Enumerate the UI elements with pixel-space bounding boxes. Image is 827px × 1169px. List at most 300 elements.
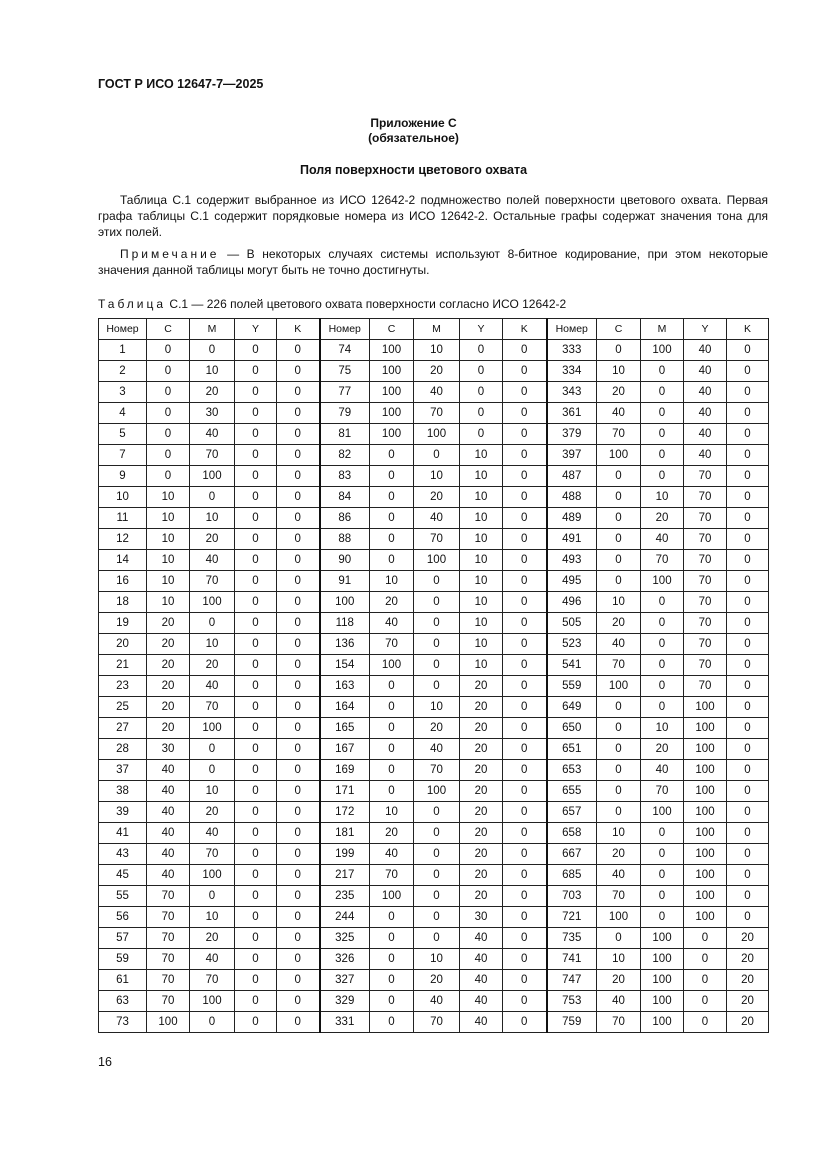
table-cell: 0	[503, 424, 547, 445]
table-cell: 70	[414, 403, 460, 424]
table-cell: 20	[414, 718, 460, 739]
table-cell: 10	[460, 571, 503, 592]
table-cell: 70	[684, 550, 727, 571]
table-cell: 10	[147, 592, 190, 613]
table-cell: 100	[597, 907, 641, 928]
table-cell: 100	[641, 1012, 684, 1033]
table-row	[99, 529, 769, 550]
table-cell: 658	[547, 823, 597, 844]
table-cell: 10	[597, 592, 641, 613]
table-cell: 0	[370, 550, 414, 571]
header-cell: Номер	[547, 319, 597, 340]
table-cell: 0	[684, 949, 727, 970]
table-cell: 86	[320, 508, 370, 529]
table-cell: 0	[503, 655, 547, 676]
table-cell: 0	[641, 634, 684, 655]
table-cell: 0	[503, 487, 547, 508]
table-row	[99, 844, 769, 865]
table-cell: 70	[370, 865, 414, 886]
table-cell: 100	[684, 718, 727, 739]
table-cell: 10	[190, 781, 235, 802]
table-cell: 0	[641, 592, 684, 613]
header-cell: C	[370, 319, 414, 340]
table-cell: 0	[370, 970, 414, 991]
table-cell: 0	[414, 865, 460, 886]
table-cell: 0	[235, 424, 277, 445]
table-cell: 721	[547, 907, 597, 928]
table-cell: 0	[727, 361, 769, 382]
table-cell: 23	[99, 676, 147, 697]
table-cell: 0	[370, 487, 414, 508]
table-cell: 0	[414, 907, 460, 928]
table-cell: 91	[320, 571, 370, 592]
table-cell: 20	[597, 844, 641, 865]
table-cell: 493	[547, 550, 597, 571]
table-cell: 0	[727, 466, 769, 487]
table-cell: 0	[235, 592, 277, 613]
table-cell: 40	[641, 760, 684, 781]
table-cell: 488	[547, 487, 597, 508]
table-row	[99, 886, 769, 907]
table-cell: 20	[370, 592, 414, 613]
table-cell: 0	[597, 928, 641, 949]
table-cell: 1	[99, 340, 147, 361]
table-cell: 0	[727, 844, 769, 865]
table-cell: 0	[684, 1012, 727, 1033]
table-cell: 0	[277, 445, 320, 466]
table-cell: 100	[641, 340, 684, 361]
table-cell: 7	[99, 445, 147, 466]
table-cell: 0	[503, 634, 547, 655]
table-cell: 0	[370, 907, 414, 928]
table-cell: 20	[460, 739, 503, 760]
table-cell: 81	[320, 424, 370, 445]
table-cell: 0	[597, 571, 641, 592]
table-cell: 0	[370, 1012, 414, 1033]
table-cell: 0	[235, 466, 277, 487]
table-cell: 4	[99, 403, 147, 424]
table-cell: 100	[684, 781, 727, 802]
table-cell: 0	[727, 865, 769, 886]
table-cell: 70	[147, 991, 190, 1012]
table-cell: 0	[684, 991, 727, 1012]
note-paragraph	[98, 246, 768, 278]
table-cell: 3	[99, 382, 147, 403]
table-cell: 20	[190, 655, 235, 676]
table-cell: 70	[684, 571, 727, 592]
table-cell: 0	[370, 445, 414, 466]
table-cell: 100	[641, 802, 684, 823]
table-cell: 21	[99, 655, 147, 676]
table-cell: 0	[503, 676, 547, 697]
table-cell: 10	[597, 361, 641, 382]
table-cell: 20	[99, 634, 147, 655]
table-cell: 10	[460, 466, 503, 487]
table-cell: 40	[190, 676, 235, 697]
table-cell: 753	[547, 991, 597, 1012]
table-cell: 40	[597, 634, 641, 655]
table-cell: 0	[503, 865, 547, 886]
table-cell: 70	[684, 466, 727, 487]
table-cell: 0	[235, 529, 277, 550]
table-cell: 70	[190, 970, 235, 991]
table-cell: 0	[727, 823, 769, 844]
table-row	[99, 487, 769, 508]
annex-title: Приложение С	[370, 116, 457, 130]
table-cell: 0	[147, 424, 190, 445]
table-cell: 0	[277, 970, 320, 991]
table-cell: 0	[235, 550, 277, 571]
table-cell: 331	[320, 1012, 370, 1033]
table-cell: 0	[641, 403, 684, 424]
table-cell: 0	[641, 907, 684, 928]
table-cell: 20	[460, 844, 503, 865]
table-cell: 40	[147, 823, 190, 844]
table-cell: 0	[370, 991, 414, 1012]
table-cell: 0	[235, 508, 277, 529]
table-cell: 30	[147, 739, 190, 760]
table-cell: 10	[147, 550, 190, 571]
table-cell: 235	[320, 886, 370, 907]
table-cell: 329	[320, 991, 370, 1012]
table-cell: 0	[727, 613, 769, 634]
table-row	[99, 718, 769, 739]
table-cell: 20	[727, 991, 769, 1012]
table-cell: 0	[597, 697, 641, 718]
intro-paragraph: Таблица С.1 содержит выбранное из ИСО 12642-2 подмножество полей поверхности цветового охвата. Первая графа таблицы С.1 содержит порядковые номера из ИСО 12642-2. Остальные графы содержат значения тона для этих полей.	[98, 193, 768, 239]
table-cell: 100	[190, 466, 235, 487]
table-cell: 40	[684, 424, 727, 445]
table-cell: 20	[727, 928, 769, 949]
table-cell: 0	[370, 466, 414, 487]
table-cell: 82	[320, 445, 370, 466]
table-cell: 0	[147, 361, 190, 382]
table-cell: 20	[414, 487, 460, 508]
table-cell: 0	[503, 970, 547, 991]
table-cell: 70	[684, 655, 727, 676]
table-cell: 100	[641, 970, 684, 991]
table-cell: 0	[597, 529, 641, 550]
table-cell: 759	[547, 1012, 597, 1033]
header-cell: M	[190, 319, 235, 340]
table-cell: 74	[320, 340, 370, 361]
table-cell: 495	[547, 571, 597, 592]
table-row	[99, 592, 769, 613]
annex-status: (обязательное)	[368, 131, 459, 145]
table-cell: 100	[684, 739, 727, 760]
table-cell: 0	[503, 592, 547, 613]
table-cell: 0	[727, 886, 769, 907]
table-cell: 165	[320, 718, 370, 739]
table-cell: 0	[503, 445, 547, 466]
table-cell: 0	[414, 823, 460, 844]
table-cell: 70	[684, 487, 727, 508]
table-cell: 0	[597, 487, 641, 508]
table-cell: 100	[684, 907, 727, 928]
table-caption-label: Таблица	[98, 297, 167, 311]
table-row	[99, 382, 769, 403]
header-cell: C	[597, 319, 641, 340]
table-cell: 0	[727, 676, 769, 697]
table-cell: 55	[99, 886, 147, 907]
table-cell: 0	[235, 949, 277, 970]
table-cell: 20	[147, 655, 190, 676]
table-cell: 217	[320, 865, 370, 886]
table-cell: 0	[235, 844, 277, 865]
table-cell: 735	[547, 928, 597, 949]
table-cell: 100	[370, 655, 414, 676]
table-row	[99, 1012, 769, 1033]
document-header: ГОСТ Р ИСО 12647-7—2025	[98, 77, 264, 91]
table-row	[99, 781, 769, 802]
table-cell: 100	[414, 781, 460, 802]
table-cell: 0	[235, 571, 277, 592]
table-row	[99, 340, 769, 361]
table-cell: 0	[190, 886, 235, 907]
table-row	[99, 508, 769, 529]
table-cell: 40	[597, 403, 641, 424]
table-cell: 0	[641, 886, 684, 907]
table-cell: 0	[277, 739, 320, 760]
table-row	[99, 361, 769, 382]
table-cell: 100	[641, 571, 684, 592]
table-cell: 40	[641, 529, 684, 550]
table-cell: 0	[370, 739, 414, 760]
table-cell: 0	[277, 697, 320, 718]
table-cell: 20	[460, 781, 503, 802]
table-cell: 20	[460, 823, 503, 844]
table-cell: 0	[235, 970, 277, 991]
table-cell: 0	[503, 466, 547, 487]
table-cell: 70	[147, 928, 190, 949]
table-cell: 397	[547, 445, 597, 466]
table-cell: 70	[190, 445, 235, 466]
table-cell: 70	[190, 571, 235, 592]
table-cell: 100	[370, 424, 414, 445]
table-cell: 40	[460, 1012, 503, 1033]
table-cell: 84	[320, 487, 370, 508]
table-cell: 10	[460, 613, 503, 634]
table-cell: 27	[99, 718, 147, 739]
table-cell: 100	[370, 886, 414, 907]
table-cell: 0	[597, 781, 641, 802]
table-row	[99, 571, 769, 592]
table-cell: 40	[414, 739, 460, 760]
table-cell: 100	[641, 928, 684, 949]
table-cell: 0	[727, 550, 769, 571]
table-cell: 0	[370, 949, 414, 970]
header-cell: Y	[684, 319, 727, 340]
table-cell: 333	[547, 340, 597, 361]
table-cell: 0	[235, 781, 277, 802]
table-cell: 0	[277, 592, 320, 613]
table-cell: 45	[99, 865, 147, 886]
table-cell: 40	[147, 844, 190, 865]
table-cell: 0	[190, 1012, 235, 1033]
table-cell: 20	[460, 886, 503, 907]
table-cell: 100	[641, 949, 684, 970]
table-cell: 0	[641, 361, 684, 382]
table-cell: 10	[460, 592, 503, 613]
table-cell: 0	[370, 928, 414, 949]
table-cell: 10	[99, 487, 147, 508]
table-cell: 10	[414, 466, 460, 487]
table-cell: 0	[641, 466, 684, 487]
table-cell: 20	[460, 865, 503, 886]
table-cell: 0	[641, 697, 684, 718]
table-cell: 10	[147, 571, 190, 592]
table-cell: 167	[320, 739, 370, 760]
table-row	[99, 466, 769, 487]
table-cell: 0	[641, 676, 684, 697]
table-cell: 0	[277, 529, 320, 550]
table-cell: 40	[684, 445, 727, 466]
table-cell: 88	[320, 529, 370, 550]
table-cell: 0	[190, 739, 235, 760]
table-cell: 10	[414, 949, 460, 970]
table-cell: 61	[99, 970, 147, 991]
table-cell: 10	[641, 718, 684, 739]
table-cell: 487	[547, 466, 597, 487]
table-cell: 20	[460, 760, 503, 781]
table-cell: 20	[147, 697, 190, 718]
note-text: — В некоторых случаях системы используют 8-битное кодирование, при этом некоторые значения данной таблицы могут быть не точно достигнуты.	[98, 247, 768, 277]
table-cell: 40	[190, 949, 235, 970]
table-cell: 10	[414, 340, 460, 361]
table-cell: 100	[684, 760, 727, 781]
table-cell: 100	[370, 361, 414, 382]
table-cell: 0	[641, 424, 684, 445]
table-cell: 0	[147, 340, 190, 361]
table-cell: 0	[641, 382, 684, 403]
table-cell: 100	[684, 844, 727, 865]
note-label: Примечание	[120, 247, 220, 261]
table-cell: 100	[684, 886, 727, 907]
table-cell: 0	[277, 928, 320, 949]
table-cell: 57	[99, 928, 147, 949]
table-cell: 0	[414, 613, 460, 634]
table-cell: 0	[277, 760, 320, 781]
table-cell: 0	[235, 991, 277, 1012]
table-cell: 20	[147, 676, 190, 697]
table-cell: 70	[147, 886, 190, 907]
table-cell: 10	[460, 550, 503, 571]
table-cell: 0	[235, 340, 277, 361]
table-cell: 41	[99, 823, 147, 844]
table-cell: 70	[641, 550, 684, 571]
table-cell: 100	[190, 592, 235, 613]
table-cell: 0	[277, 571, 320, 592]
table-cell: 0	[235, 718, 277, 739]
table-cell: 0	[727, 382, 769, 403]
table-cell: 0	[277, 508, 320, 529]
table-cell: 40	[597, 991, 641, 1012]
table-cell: 37	[99, 760, 147, 781]
table-cell: 70	[684, 508, 727, 529]
table-cell: 70	[414, 1012, 460, 1033]
table-cell: 0	[414, 655, 460, 676]
table-row	[99, 739, 769, 760]
table-cell: 0	[235, 739, 277, 760]
table-cell: 0	[277, 886, 320, 907]
header-cell: M	[641, 319, 684, 340]
table-cell: 0	[235, 886, 277, 907]
table-cell: 19	[99, 613, 147, 634]
table-cell: 40	[370, 613, 414, 634]
table-cell: 0	[147, 466, 190, 487]
table-cell: 0	[597, 466, 641, 487]
table-cell: 0	[235, 676, 277, 697]
table-cell: 0	[641, 445, 684, 466]
table-cell: 0	[503, 718, 547, 739]
table-cell: 40	[414, 991, 460, 1012]
table-cell: 0	[727, 487, 769, 508]
table-cell: 38	[99, 781, 147, 802]
table-cell: 100	[370, 340, 414, 361]
table-cell: 0	[277, 802, 320, 823]
table-cell: 0	[277, 865, 320, 886]
table-cell: 334	[547, 361, 597, 382]
table-cell: 16	[99, 571, 147, 592]
table-row	[99, 655, 769, 676]
table-cell: 0	[235, 697, 277, 718]
table-cell: 40	[684, 403, 727, 424]
table-cell: 20	[460, 718, 503, 739]
table-cell: 649	[547, 697, 597, 718]
table-cell: 40	[460, 970, 503, 991]
table-cell: 20	[414, 361, 460, 382]
table-cell: 0	[503, 823, 547, 844]
table-cell: 164	[320, 697, 370, 718]
table-cell: 2	[99, 361, 147, 382]
table-cell: 0	[503, 613, 547, 634]
table-cell: 20	[147, 613, 190, 634]
table-cell: 20	[460, 676, 503, 697]
table-cell: 0	[727, 445, 769, 466]
table-cell: 0	[460, 382, 503, 403]
table-cell: 0	[277, 907, 320, 928]
table-cell: 0	[727, 592, 769, 613]
header-cell: K	[503, 319, 547, 340]
table-cell: 11	[99, 508, 147, 529]
table-cell: 20	[597, 970, 641, 991]
table-cell: 685	[547, 865, 597, 886]
table-row	[99, 445, 769, 466]
table-cell: 0	[277, 487, 320, 508]
table-cell: 20	[147, 718, 190, 739]
table-cell: 651	[547, 739, 597, 760]
table-cell: 0	[503, 886, 547, 907]
table-cell: 20	[727, 970, 769, 991]
table-cell: 0	[277, 844, 320, 865]
table-cell: 40	[460, 949, 503, 970]
table-cell: 0	[277, 655, 320, 676]
table-cell: 43	[99, 844, 147, 865]
table-cell: 0	[503, 550, 547, 571]
table-cell: 100	[414, 550, 460, 571]
table-cell: 0	[684, 928, 727, 949]
table-cell: 10	[460, 508, 503, 529]
table-cell: 0	[235, 487, 277, 508]
table-row	[99, 991, 769, 1012]
table-cell: 0	[503, 697, 547, 718]
table-cell: 10	[641, 487, 684, 508]
table-cell: 0	[727, 802, 769, 823]
table-cell: 505	[547, 613, 597, 634]
table-cell: 100	[684, 802, 727, 823]
table-cell: 20	[597, 382, 641, 403]
table-cell: 10	[190, 508, 235, 529]
